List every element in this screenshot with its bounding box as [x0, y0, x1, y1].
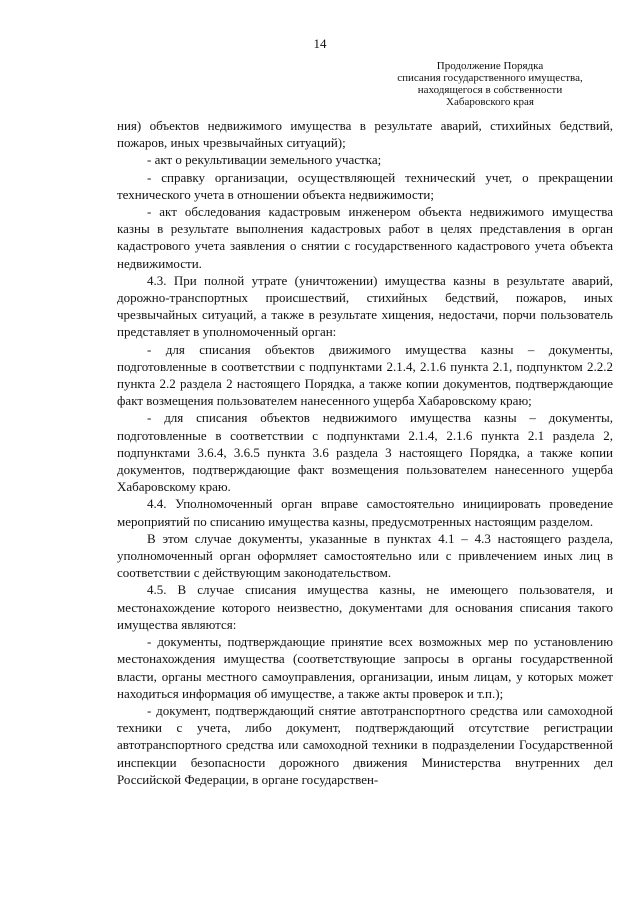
paragraph: 4.3. При полной утрате (уничтожении) имущества казны в результате аварий, дорожно-транспортных происшествий, стихийных бедствий, пожаров, иных чрезвычайных ситуаций, а также в результате хищения, недостачи, порчи пользователь представляет в уполномоченный орган:: [117, 272, 613, 340]
page-number: 14: [313, 36, 327, 51]
paragraph: - для списания объектов движимого имущества казны – документы, подготовленные в соответствии с подпунктами 2.1.4, 2.1.6 пункта 2.1, подпунктом 2.2.2 пункта 2.2 раздела 2 настоящего Порядка, а также копии документов, подтверждающие факт возмещения пользователем нанесенного ущерба Хабаровскому краю;: [117, 341, 613, 409]
paragraph: - справку организации, осуществляющей технический учет, о прекращении технического учета в отношении объекта недвижимости;: [117, 169, 613, 202]
header-line-3: находящегося в собственности: [417, 84, 563, 96]
header-line-4: Хабаровского края: [446, 96, 534, 108]
paragraph: - акт о рекультивации земельного участка;: [147, 152, 382, 168]
paragraph: В этом случае документы, указанные в пунктах 4.1 – 4.3 настоящего раздела, уполномоченный орган оформляет самостоятельно или с привлечением иных лиц в соответствии с действующим законодательством.: [117, 530, 613, 581]
header-line-1: Продолжение Порядка: [436, 60, 544, 72]
paragraph: - для списания объектов недвижимого имущества казны – документы, подготовленные в соответствии с подпунктами 2.1.4, 2.1.6 пункта 2.1 раздела 2, подпунктами 3.6.4, 3.6.5 пункта 3.6 раздела 3 настоящего Порядка, а также копии документов, подтверждающие факт возмещения пользователем нанесенного ущерба Хабаровскому краю.: [117, 410, 613, 495]
paragraph: ния) объектов недвижимого имущества в результате аварий, стихийных бедствий, пожаров, иных чрезвычайных ситуаций);: [117, 118, 613, 151]
paragraph: - акт обследования кадастровым инженером объекта недвижимого имущества казны в результате выполнения кадастровых работ в целях представления в орган кадастрового учета заявления о снятии с государственного кадастрового учета объекта недвижимости.: [117, 204, 613, 271]
paragraph: 4.5. В случае списания имущества казны, не имеющего пользователя, и местонахождение которого неизвестно, документами для основания списания такого имущества являются:: [117, 582, 613, 632]
paragraph: - документы, подтверждающие принятие всех возможных мер по установлению местонахождения имущества (соответствующие запросы в органы государственной власти, органы местного самоуправления, организации, иным лицам, у которых может находиться информация об имуществе, а также акты проверок и т.п.);: [117, 634, 613, 701]
paragraph: 4.4. Уполномоченный орган вправе самостоятельно инициировать проведение мероприятий по списанию имущества казны, предусмотренных настоящим разделом.: [117, 496, 613, 529]
body-text: [117, 117, 613, 788]
header-line-2: списания государственного имущества,: [397, 72, 583, 84]
continuation-header: [360, 60, 620, 108]
paragraph: - документ, подтверждающий снятие автотранспортного средства или самоходной техники с учета, либо документ, подтверждающий отсутствие регистрации автотранспортного средства или самоходной техники в подразделении Государственной инспекции безопасности дорожного движения Министерства внутренних дел Российской Федерации, в органе государствен-: [117, 702, 613, 787]
